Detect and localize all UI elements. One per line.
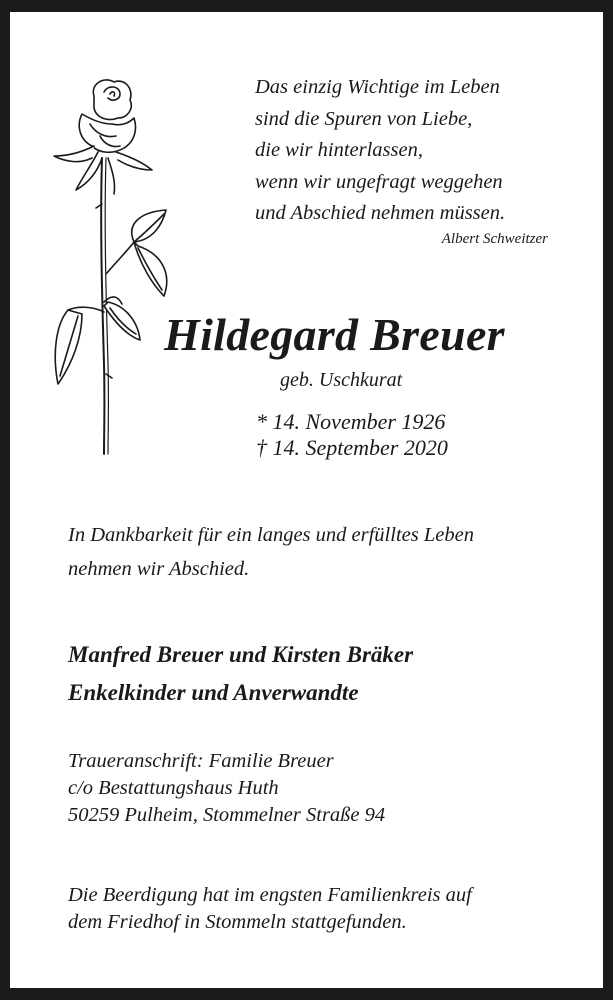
- thanks-line: In Dankbarkeit für ein langes und erfülltes Leben: [68, 524, 474, 546]
- thanks-line: nehmen wir Abschied.: [68, 558, 250, 580]
- birth-date: * 14. November 1926: [256, 409, 446, 434]
- funeral-note: [68, 882, 472, 936]
- rose-illustration-icon: [42, 74, 182, 474]
- address-line: c/o Bestattungshaus Huth: [68, 777, 279, 799]
- quote-line: die wir hinterlassen,: [255, 139, 423, 161]
- quote-line: und Abschied nehmen müssen.: [255, 202, 506, 224]
- thanks-text: [68, 518, 568, 586]
- deceased-name: Hildegard Breuer: [164, 309, 505, 360]
- quote-line: sind die Spuren von Liebe,: [255, 107, 473, 130]
- address-line: 50259 Pulheim, Stommelner Straße 94: [68, 804, 386, 826]
- mourner-line: Manfred Breuer und Kirsten Bräker: [68, 642, 414, 667]
- obituary-card: [10, 12, 603, 988]
- mourning-address: [68, 748, 385, 829]
- birth-name: geb. Uschkurat: [280, 369, 403, 391]
- life-dates: [256, 409, 448, 461]
- death-date: † 14. September 2020: [256, 435, 448, 460]
- address-line: Traueranschrift: Familie Breuer: [68, 750, 334, 772]
- mourner-line: Enkelkinder und Anverwandte: [68, 680, 359, 705]
- quote-line: Das einzig Wichtige im Leben: [255, 76, 500, 98]
- mourners: [68, 636, 413, 712]
- funeral-line: dem Friedhof in Stommeln stattgefunden.: [68, 911, 407, 933]
- quote-block: [255, 72, 555, 230]
- quote-author: Albert Schweitzer: [441, 231, 548, 247]
- funeral-line: Die Beerdigung hat im engsten Familienkreis auf: [68, 884, 472, 906]
- quote-line: wenn wir ungefragt weggehen: [255, 170, 503, 193]
